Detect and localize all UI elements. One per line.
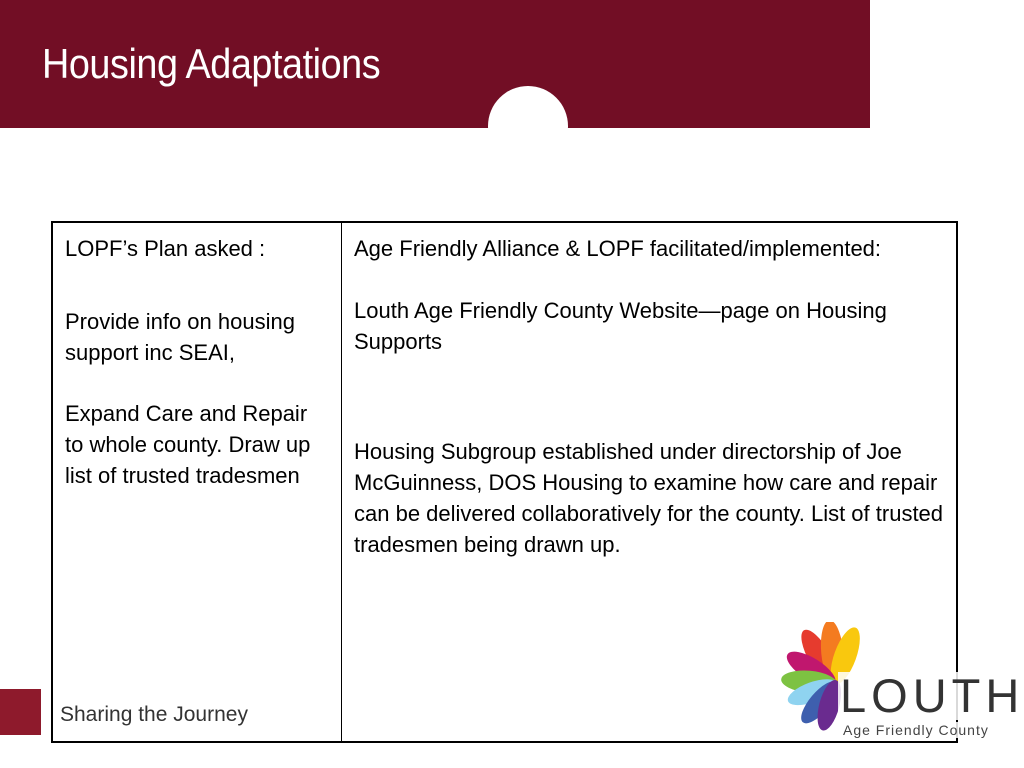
footer-tagline: Sharing the Journey: [60, 703, 248, 726]
spacer: [354, 357, 944, 436]
implemented-item-2: Housing Subgroup established under directorship of Joe McGuinness, DOS Housing to examine how care and repair can be delivered collaboratively for the county. List of trusted tradesmen being drawn up.: [354, 439, 944, 557]
slide-title: Housing Adaptations: [42, 40, 381, 87]
plan-item-1: Provide info on housing support inc SEAI,: [65, 309, 295, 365]
plan-item-2: Expand Care and Repair to whole county. Draw up list of trusted tradesmen: [65, 401, 311, 488]
footer-accent-bar: [0, 689, 41, 735]
implemented-item-1: Louth Age Friendly County Website—page on Housing Supports: [354, 298, 887, 354]
banner-notch: [488, 86, 568, 166]
spacer: [65, 264, 329, 306]
logo-subtitle: Age Friendly County: [843, 722, 989, 738]
spacer: [354, 264, 944, 295]
plan-column-cell: [52, 222, 342, 742]
plan-header: LOPF’s Plan asked :: [65, 236, 266, 261]
logo-wordmark: LOUTH: [838, 672, 1024, 720]
implemented-header: Age Friendly Alliance & LOPF facilitated/implemented:: [354, 236, 882, 261]
spacer: [65, 368, 329, 398]
